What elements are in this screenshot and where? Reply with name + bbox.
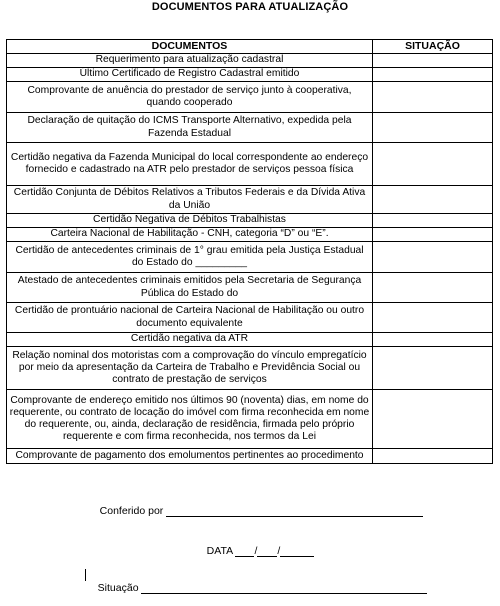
document-cell: Relação nominal dos motoristas com a comprovação do vínculo empregatício por meio da apresentação da Carteira de Trabalho e Previdência Social ou contrato de prestação de serviços <box>7 347 373 390</box>
data-label: DATA <box>206 545 233 557</box>
status-cell[interactable] <box>373 228 493 242</box>
table-header-row <box>7 40 493 54</box>
table-row <box>7 186 493 214</box>
status-cell[interactable] <box>373 333 493 347</box>
table-row <box>7 390 493 449</box>
status-cell[interactable] <box>373 68 493 82</box>
day-field[interactable] <box>235 545 254 557</box>
document-cell: Carteira Nacional de Habilitação - CNH, categoria “D” ou “E”. <box>7 228 373 242</box>
month-field[interactable] <box>257 545 277 557</box>
table-row <box>7 449 493 464</box>
conferido-por-field[interactable] <box>166 505 423 517</box>
table-row <box>7 347 493 390</box>
situacao-line <box>86 570 427 606</box>
table-row <box>7 273 493 303</box>
status-cell[interactable] <box>373 347 493 390</box>
status-cell[interactable] <box>373 273 493 303</box>
situacao-field[interactable] <box>141 582 427 594</box>
table-row <box>7 242 493 273</box>
document-cell: Certidão Negativa de Débitos Trabalhistas <box>7 214 373 228</box>
documents-table <box>6 39 493 464</box>
status-cell[interactable] <box>373 54 493 68</box>
header-situacao: SITUAÇÃO <box>373 40 493 54</box>
table-row <box>7 303 493 333</box>
document-cell: Comprovante de pagamento dos emolumentos pertinentes ao procedimento <box>7 449 373 464</box>
page-title: DOCUMENTOS PARA ATUALIZAÇÃO <box>151 1 349 13</box>
status-cell[interactable] <box>373 214 493 228</box>
table-row <box>7 333 493 347</box>
status-cell[interactable] <box>373 390 493 449</box>
document-cell: Certidão de antecedentes criminais de 1° grau emitida pela Justiça Estadual do Estado do _________ <box>7 242 373 273</box>
status-cell[interactable] <box>373 143 493 186</box>
table-row <box>7 113 493 143</box>
status-cell[interactable] <box>373 113 493 143</box>
document-cell: Requerimento para atualização cadastral <box>7 54 373 68</box>
table-row <box>7 214 493 228</box>
table-row <box>7 54 493 68</box>
document-cell: Comprovante de endereço emitido nos últimos 90 (noventa) dias, em nome do requerente, ou contrato de locação do imóvel com firma reconhecida em nome do requerente, ou, ainda, declaração de residência, firmada pelo próprio requerente e com firma reconhecida, nos termos da Lei <box>7 390 373 449</box>
table-row <box>7 68 493 82</box>
header-documentos: DOCUMENTOS <box>7 40 373 54</box>
year-field[interactable] <box>280 545 314 557</box>
conferido-por-label: Conferido por <box>99 505 164 517</box>
document-cell: Atestado de antecedentes criminais emitidos pela Secretaria de Segurança Pública do Estado do <box>7 273 373 303</box>
document-cell: Último Certificado de Registro Cadastral emitido <box>7 68 373 82</box>
document-cell: Comprovante de anuência do prestador de serviço junto à cooperativa, quando cooperado <box>7 82 373 113</box>
document-cell: Certidão Conjunta de Débitos Relativos a Tributos Federais e da Dívida Ativa da União <box>7 186 373 214</box>
document-cell: Declaração de quitação do ICMS Transporte Alternativo, expedida pela Fazenda Estadual <box>7 113 373 143</box>
table-row <box>7 228 493 242</box>
status-cell[interactable] <box>373 82 493 113</box>
table-row <box>7 82 493 113</box>
status-cell[interactable] <box>373 303 493 333</box>
situacao-label: Situação <box>97 582 139 594</box>
status-cell[interactable] <box>373 242 493 273</box>
table-row <box>7 143 493 186</box>
status-cell[interactable] <box>373 449 493 464</box>
document-cell: Certidão de prontuário nacional de Carteira Nacional de Habilitação ou outro documento equivalente <box>7 303 373 333</box>
document-cell: Certidão negativa da ATR <box>7 333 373 347</box>
document-cell: Certidão negativa da Fazenda Municipal do local correspondente ao endereço fornecido e cadastrado na ATR pelo prestador de serviços pessoa física <box>7 143 373 186</box>
data-line: DATA / / <box>195 533 314 569</box>
conferido-por-line <box>88 493 423 529</box>
status-cell[interactable] <box>373 186 493 214</box>
